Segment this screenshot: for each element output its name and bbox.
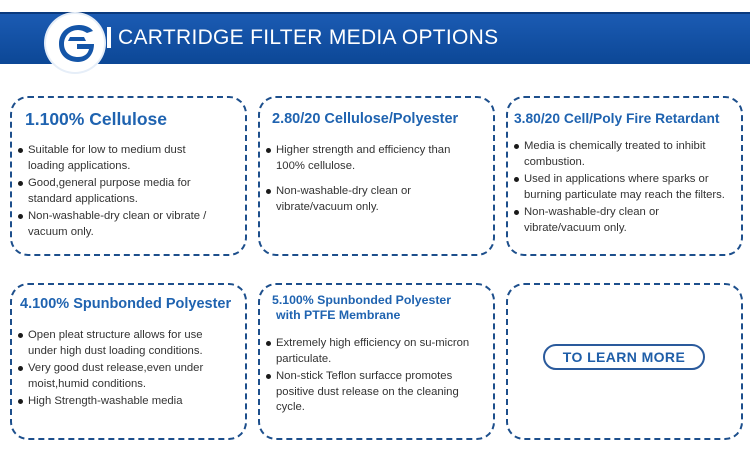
feature-list	[18, 143, 223, 242]
list-item: Non-washable-dry clean or vibrate / vacuum only.	[18, 209, 223, 240]
title-accent-bar	[107, 27, 111, 48]
card-title-line: 5.100% Spunbonded Polyester	[272, 293, 452, 307]
card-title: 4.100% Spunbonded Polyester	[20, 296, 232, 312]
logo-icon	[46, 14, 104, 72]
list-item: Higher strength and efficiency than 100% cellulose.	[266, 143, 476, 174]
list-item: Good,general purpose media for standard applications.	[18, 176, 223, 207]
list-item: Suitable for low to medium dust loading applications.	[18, 143, 223, 174]
list-item: Open pleat structure allows for use under high dust loading conditions.	[18, 328, 230, 359]
learn-more-button[interactable]: TO LEARN MORE	[543, 344, 705, 370]
feature-list	[18, 328, 230, 412]
list-item: High Strength-washable media	[18, 394, 230, 410]
card-title-line: with PTFE Membrane	[276, 308, 401, 322]
list-item: Non-stick Teflon surfacce promotes positive dust release on the cleaning cycle.	[266, 369, 478, 416]
feature-list	[514, 139, 729, 238]
media-card-cellulose-polyester	[258, 96, 495, 256]
list-item: Used in applications where sparks or burning particulate may reach the filters.	[514, 172, 729, 203]
learn-more-card	[506, 283, 743, 440]
media-card-cellulose	[10, 96, 247, 256]
media-card-fire-retardant	[506, 96, 743, 256]
feature-list	[266, 336, 478, 418]
list-item: Non-washable-dry clean or vibrate/vacuum only.	[266, 184, 476, 215]
list-item: Non-washable-dry clean or vibrate/vacuum only.	[514, 205, 729, 236]
card-title: 2.80/20 Cellulose/Polyester	[272, 111, 459, 127]
card-title: 3.80/20 Cell/Poly Fire Retardant	[514, 111, 720, 126]
list-item: Very good dust release,even under moist,humid conditions.	[18, 361, 230, 392]
list-item: Media is chemically treated to inhibit combustion.	[514, 139, 729, 170]
list-item: Extremely high efficiency on su-micron particulate.	[266, 336, 478, 367]
media-card-ptfe-membrane	[258, 283, 495, 440]
feature-list	[266, 143, 476, 217]
media-card-spunbonded-polyester	[10, 283, 247, 440]
card-title: 1.100% Cellulose	[25, 109, 168, 129]
page-title: CARTRIDGE FILTER MEDIA OPTIONS	[118, 26, 499, 49]
card-title	[272, 293, 451, 323]
logo	[46, 14, 104, 72]
